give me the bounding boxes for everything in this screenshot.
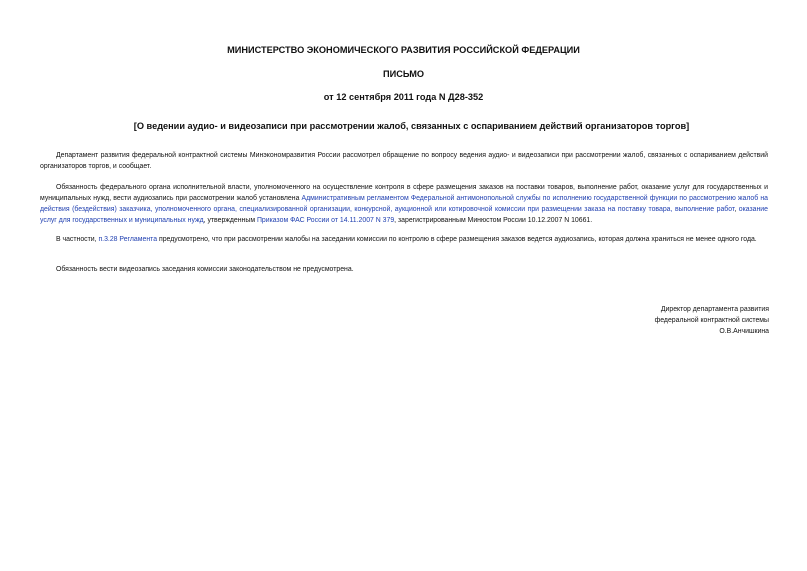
paragraph-3-text: [40, 234, 768, 245]
fas-order-link[interactable]: Приказом ФАС России от 14.11.2007 N 379: [256, 217, 395, 224]
paragraph-3-tail: предусмотрено, что при рассмотрении жалобы на заседании комиссии по контролю в сфере размещения заказов ведется аудиозапись, которая должна храниться не менее одного года.: [157, 236, 757, 243]
services-link[interactable]: оказание услуг для государственных и муниципальных нужд: [40, 206, 768, 224]
paragraph-1: [40, 150, 768, 172]
regulation-clause-link[interactable]: п.3.28 Регламента: [98, 236, 158, 243]
paragraph-2: [40, 182, 768, 226]
paragraph-2-comma: ,: [734, 206, 739, 213]
subject-heading: [О ведении аудио- и видеозаписи при рассмотрении жалоб, связанных с оспариванием действий организаторов торгов]: [133, 121, 690, 131]
paragraph-2-tail: , зарегистрированным Минюстом России 10.12.2007 N 10661.: [394, 217, 593, 224]
signature-title-line-2: федеральной контрактной системы: [654, 317, 769, 324]
paragraph-3: [40, 234, 768, 245]
paragraph-1-text: Департамент развития федеральной контрактной системы Минэкономразвития России рассмотрел обращение по вопросу ведения аудио- и видеозаписи при рассмотрении жалоб, связанных с оспариванием действий организаторов торгов, и сообщает.: [40, 152, 768, 170]
paragraph-2-text: [40, 182, 768, 226]
signature-name: О.В.Анчишкина: [719, 328, 769, 335]
paragraph-3-lead: В частности,: [56, 236, 99, 243]
document-type-heading: ПИСЬМО: [382, 69, 425, 79]
ministry-heading: МИНИСТЕРСТВО ЭКОНОМИЧЕСКОГО РАЗВИТИЯ РОССИЙСКОЙ ФЕДЕРАЦИИ: [227, 45, 580, 55]
paragraph-4-text: Обязанность вести видеозапись заседания комиссии законодательством не предусмотрена.: [56, 266, 354, 273]
paragraph-2-middle: , утвержденным: [203, 217, 257, 224]
signature-block: [655, 304, 769, 337]
signature-title-line-1: Директор департамента развития: [660, 306, 769, 313]
paragraph-4: [40, 264, 768, 275]
regulation-link[interactable]: Административным регламентом Федеральной антимонопольной службы по исполнению государственной функции по рассмотрению жалоб на действия (бездействия) заказчика, уполномоченного органа, специализированной организации, конкурсной, аукционной или котировочной комиссии при размещении заказа на поставку товара, выполнение работ: [40, 195, 768, 213]
paragraph-2-lead: Обязанность федерального органа исполнительной власти, уполномоченного на осуществление контроля в сфере размещения заказов на поставки товаров, выполнение работ, оказание услуг для государственных и муниципальных нужд, вести аудиозапись при рассмотрении жалоб установлена: [40, 184, 768, 202]
date-number-heading: от 12 сентября 2011 года N Д28-352: [323, 92, 484, 102]
